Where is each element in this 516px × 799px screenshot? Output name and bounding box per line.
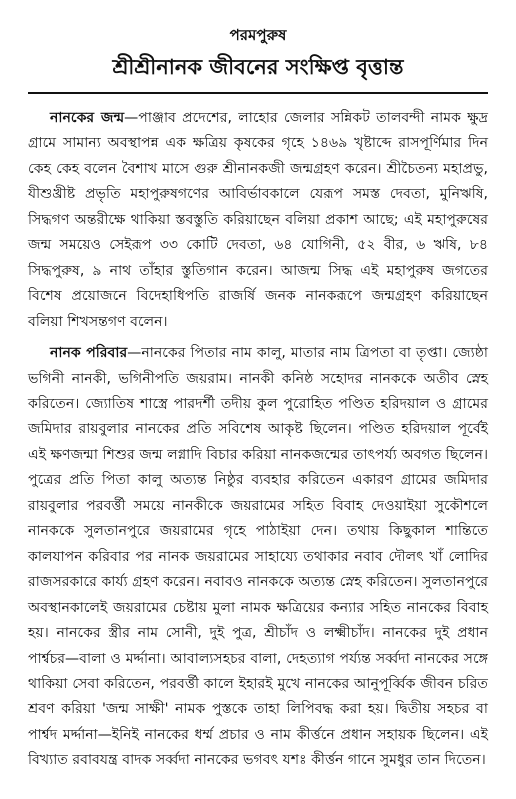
page-title: শ্রীশ্রীনানক জীবনের সংক্ষিপ্ত বৃত্তান্ত: [112, 55, 404, 79]
title-divider: [28, 92, 488, 94]
paragraph-lead-family: নানক পরিবার: [50, 345, 128, 362]
paragraph-lead-birth: নানকের জন্ম: [50, 110, 125, 126]
paragraph-text-birth: —পাঞ্জাব প্রদেশের, লাহোর জেলার সন্নিকট তালবন্দী নামক ক্ষুদ্র গ্রামে সামান্য অবস্থাপন্ন এক ক্ষত্রিয় কৃষকের গৃহে ১৪৬৯ খৃষ্টাব্দে রাসপূর্ণিমার দিন কেহ কেহ বলেন বৈশাখ মাসে গুরু শ্রীনানকজী জন্মগ্রহণ করেন। শ্রীচৈতন্য মহাপ্রভু, যীশুখ্রীষ্ট প্রভৃতি মহাপুরুষগণের আবির্ভাবকালে যেরূপ সমস্ত দেবতা, মুনিঋষি, সিদ্ধগণ অন্তরীক্ষে থাকিয়া স্তবস্তুতি করিয়াছেন বলিয়া প্রকাশ আছে; এই মহাপুরুষের জন্ম সময়েও সেইরূপ ৩৩ কোটি দেবতা, ৬৪ যোগিনী, ৫২ বীর, ৬ ঋষি, ৮৪ সিদ্ধপুরুষ, ৯ নাথ তাঁহার স্তুতিগান করেন। আজন্ম সিদ্ধ এই মহাপুরুষ জগতের বিশেষ প্রয়োজনে বিদেহাধিপতি রাজর্ষি জনক নানকরূপে জন্মগ্রহণ করিয়াছেন বলিয়া শিখসন্তগণ বলেন।: [28, 110, 489, 330]
book-kicker: পরমপুরুষ: [229, 26, 287, 44]
paragraph-birth: [28, 106, 488, 335]
paragraph-family: [28, 341, 488, 774]
paragraph-text-family: —নানকের পিতার নাম কালু, মাতার নাম ত্রিপতা বা তৃপ্তা। জ্যেষ্ঠা ভগিনী নানকী, ভগিনীপতি জয়রাম। নানকী কনিষ্ঠ সহোদর নানককে অতীব স্নেহ করিতেন। জ্যোতিষ শাস্ত্রে পারদর্শী তদীয় কুল পুরোহিত পণ্ডিত হরিদয়াল ও গ্রামের জমিদার রায়বুলার নানকের প্রতি সবিশেষ আকৃষ্ট ছিলেন। পণ্ডিত হরিদয়াল পূর্বেই এই ক্ষণজন্মা শিশুর জন্ম লগ্নাদি বিচার করিয়া নানকজন্মের তাৎপর্য্য অবগত ছিলেন। পুত্রের প্রতি পিতা কালু অত্যন্ত নিষ্ঠুর ব্যবহার করিতেন একারণ গ্রামের জমিদার রায়বুলার পরবর্ত্তী সময়ে নানকীকে জয়রামের সহিত বিবাহ দেওয়াইয়া সুকৌশলে নানককে সুলতানপুরে জয়রামের গৃহে পাঠাইয়া দেন। তথায় কিছুকাল শান্তিতে কালযাপন করিবার পর নানক জয়রামের সাহায্যে তথাকার নবাব দৌলৎ খাঁ লোদির রাজসরকারে কার্য্য গ্রহণ করেন। নবাবও নানককে অত্যন্ত স্নেহ করিতেন। সুলতানপুরে অবস্থানকালেই জয়রামের চেষ্টায় মুলা নামক ক্ষত্রিয়ের কন্যার সহিত নানকের বিবাহ হয়। নানকের স্ত্রীর নাম সোনী, দুই পুত্র, শ্রীচাঁদ ও লক্ষ্মীচাঁদ। নানকের দুই প্রধান পার্শ্বচর—বালা ও মর্দ্দানা। আবাল্যসহচর বালা, দেহত্যাগ পর্য্যন্ত সর্ব্বদা নানকের সঙ্গে থাকিয়া সেবা করিতেন, পরবর্ত্তী কালে ইহারই মুখে নানকের আনুপূর্ব্বিক জীবন চরিত শ্রবণ করিয়া 'জন্ম সাক্ষী' নামক পুস্তকে তাহা লিপিবদ্ধ করা হয়। দ্বিতীয় সহচর বা পার্শ্বদ মর্দ্দানা—ইনিই নানকের ধর্ম্ম প্রচার ও নাম কীর্ত্তনে প্রধান সহায়ক ছিলেন। এই বিখ্যাত রবাবযন্ত্র বাদক সর্ব্বদা নানকের ভগবৎ যশঃ কীর্ত্তন গানে সুমধুর তান দিতেন।: [28, 345, 488, 769]
